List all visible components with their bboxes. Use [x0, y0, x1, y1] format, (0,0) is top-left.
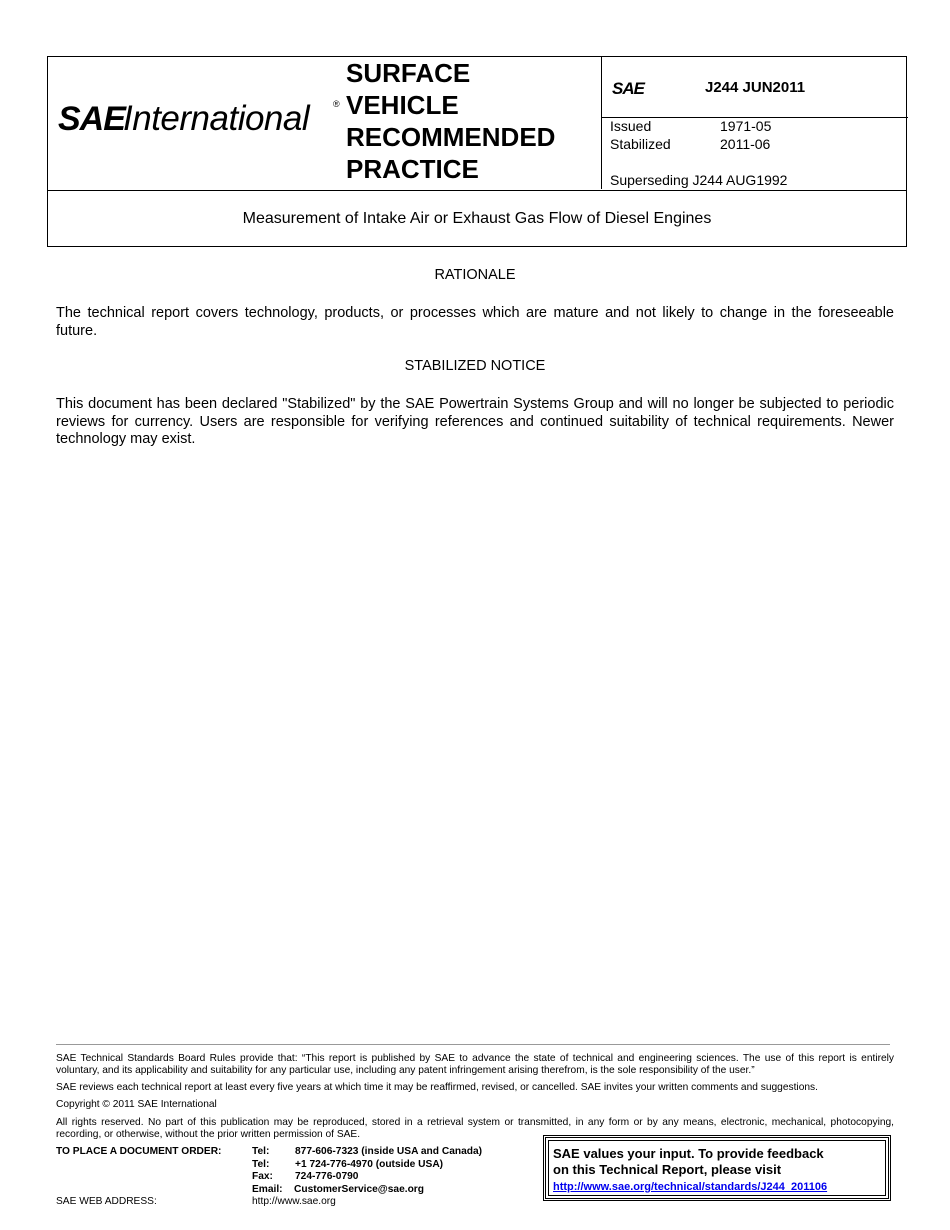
order-label: TO PLACE A DOCUMENT ORDER: — [56, 1146, 222, 1157]
stabilized-notice-paragraph: This document has been declared "Stabilized" by the SAE Powertrain Systems Group and will no longer be subjected to periodic reviews for currency. Users are responsible for verifying references and continued suitability of technical requirements. Newer technology may exist. — [56, 396, 894, 447]
contact-labels — [252, 1146, 283, 1196]
issued-label: Issued — [610, 118, 652, 134]
doc-type-line: SURFACE — [346, 58, 471, 88]
superseding-text: Superseding J244 AUG1992 — [610, 172, 788, 188]
copyright: Copyright © 2011 SAE International — [56, 1099, 217, 1110]
document-type — [346, 57, 596, 185]
logo-registered-mark: ® — [333, 99, 340, 109]
stabilized-label: Stabilized — [610, 136, 671, 152]
sae-mini-logo: SAE — [612, 79, 644, 98]
document-header — [47, 56, 907, 247]
rationale-heading: RATIONALE — [434, 267, 516, 283]
contact-label: Tel: — [252, 1158, 270, 1170]
contact-label: Email: — [252, 1183, 283, 1195]
contact-value: 877-606-7323 (inside USA and Canada) — [295, 1146, 483, 1157]
sae-international-logo — [58, 101, 343, 141]
feedback-line-2: on this Technical Report, please visit — [553, 1162, 782, 1177]
logo-international-text: International — [123, 99, 310, 138]
doc-type-line: RECOMMENDED — [346, 122, 556, 152]
review-notice: SAE reviews each technical report at least every five years at which time it may be reaffirmed, revised, or cancelled. SAE invites your written comments and suggestions. — [56, 1082, 818, 1093]
rationale-paragraph: The technical report covers technology, products, or processes which are mature and not likely to change in the foreseeable future. — [56, 305, 894, 339]
doc-type-line: PRACTICE — [346, 154, 479, 184]
doc-number-row — [602, 57, 908, 118]
contact-value: 724-776-0790 — [295, 1171, 359, 1182]
footer-divider — [56, 1044, 890, 1045]
doc-type-line: VEHICLE — [346, 90, 459, 120]
feedback-link[interactable]: http://www.sae.org/technical/standards/J244_201106 — [553, 1181, 828, 1193]
feedback-box — [543, 1135, 891, 1201]
document-title: Measurement of Intake Air or Exhaust Gas Flow of Diesel Engines — [242, 210, 712, 227]
stabilized-value: 2011-06 — [720, 136, 771, 152]
stabilized-notice-heading: STABILIZED NOTICE — [404, 358, 546, 374]
contact-value: +1 724-776-4970 (outside USA) — [295, 1158, 444, 1170]
web-address-label: SAE WEB ADDRESS: — [56, 1196, 157, 1207]
standards-board-rules: SAE Technical Standards Board Rules provide that: “This report is published by SAE to advance the state of technical and engineering sciences. The use of this report is entirely voluntary, and its applicability and suitability for any particular use, including any patent infringement arising therefrom, is the sole responsibility of the user.” — [56, 1053, 894, 1076]
web-address-link[interactable]: http://www.sae.org — [252, 1196, 336, 1207]
document-meta-box — [601, 57, 908, 189]
email-value[interactable]: CustomerService@sae.org — [294, 1183, 424, 1195]
feedback-line-1: SAE values your input. To provide feedback — [553, 1146, 824, 1161]
rights-notice: All rights reserved. No part of this publication may be reproduced, stored in a retrieval system or transmitted, in any form or by any means, electronic, mechanical, photocopying, recording, or otherwise, without the prior written permission of SAE. — [56, 1117, 894, 1140]
contact-label: Fax: — [252, 1171, 273, 1182]
contact-label: Tel: — [252, 1146, 270, 1157]
doc-number: J244 JUN2011 — [705, 79, 806, 96]
header-top-row — [48, 57, 906, 191]
issued-value: 1971-05 — [720, 118, 772, 134]
logo-sae-wordmark: SAE — [58, 100, 125, 138]
